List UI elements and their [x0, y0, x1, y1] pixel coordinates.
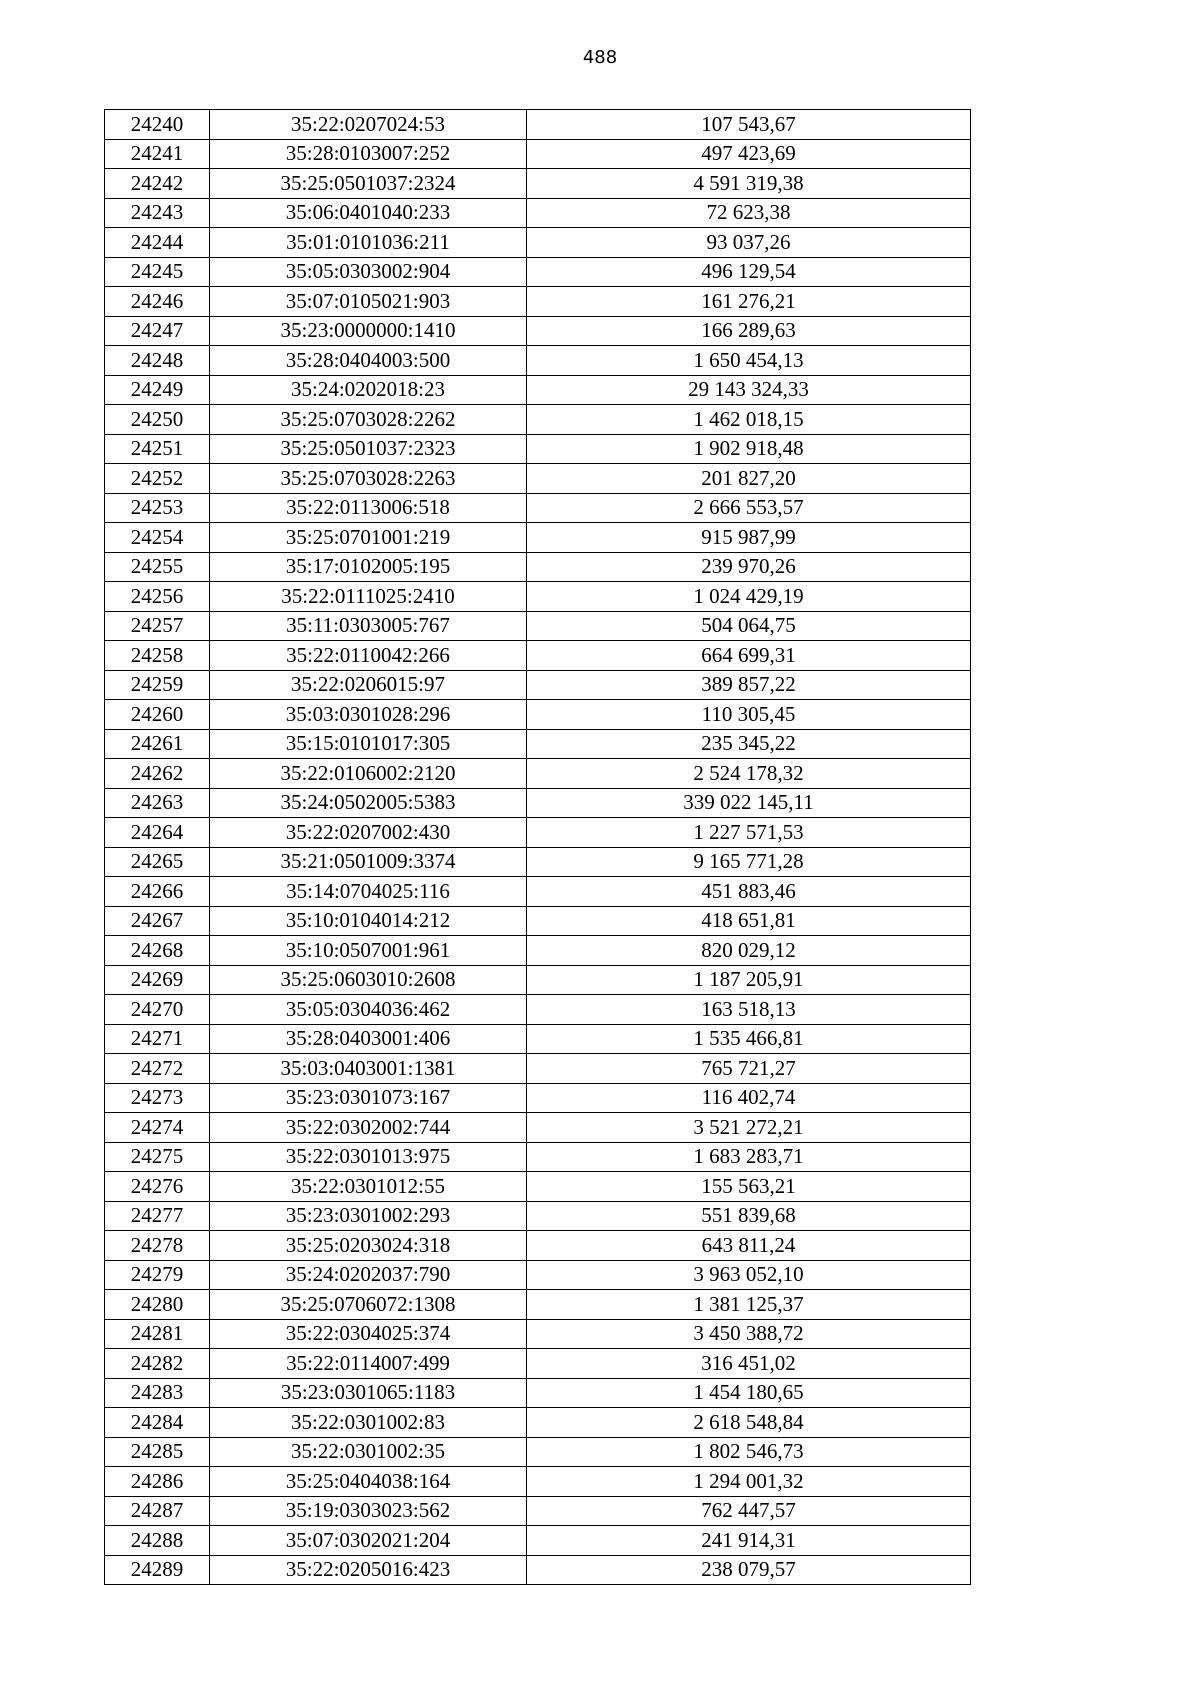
cadastral-value-cell: 1 381 125,37 [527, 1290, 971, 1320]
cadastral-value-cell: 116 402,74 [527, 1083, 971, 1113]
cadastral-value-cell: 1 187 205,91 [527, 965, 971, 995]
row-number-cell: 24263 [105, 788, 210, 818]
row-number-cell: 24286 [105, 1467, 210, 1497]
cadastral-number-cell: 35:25:0603010:2608 [210, 965, 527, 995]
cadastral-value-cell: 201 827,20 [527, 464, 971, 494]
table-row [105, 1408, 971, 1438]
page-number: 488 [582, 47, 618, 68]
table-row [105, 257, 971, 287]
cadastral-value-table [104, 109, 971, 1585]
cadastral-value-cell: 339 022 145,11 [527, 788, 971, 818]
row-number-cell: 24258 [105, 641, 210, 671]
table-row [105, 995, 971, 1025]
cadastral-number-cell: 35:22:0301013:975 [210, 1142, 527, 1172]
cadastral-number-cell: 35:25:0501037:2323 [210, 434, 527, 464]
cadastral-number-cell: 35:22:0207002:430 [210, 818, 527, 848]
row-number-cell: 24278 [105, 1231, 210, 1261]
row-number-cell: 24257 [105, 611, 210, 641]
row-number-cell: 24277 [105, 1201, 210, 1231]
table-row [105, 405, 971, 435]
row-number-cell: 24242 [105, 169, 210, 199]
cadastral-value-cell: 235 345,22 [527, 729, 971, 759]
table-row [105, 700, 971, 730]
cadastral-number-cell: 35:07:0302021:204 [210, 1526, 527, 1556]
row-number-cell: 24279 [105, 1260, 210, 1290]
cadastral-value-cell: 163 518,13 [527, 995, 971, 1025]
row-number-cell: 24280 [105, 1290, 210, 1320]
cadastral-value-cell: 9 165 771,28 [527, 847, 971, 877]
table-body [105, 110, 971, 1585]
cadastral-value-cell: 2 666 553,57 [527, 493, 971, 523]
cadastral-value-cell: 1 902 918,48 [527, 434, 971, 464]
row-number-cell: 24253 [105, 493, 210, 523]
cadastral-number-cell: 35:22:0207024:53 [210, 110, 527, 140]
cadastral-number-cell: 35:22:0301012:55 [210, 1172, 527, 1202]
cadastral-value-cell: 3 963 052,10 [527, 1260, 971, 1290]
table-row [105, 375, 971, 405]
cadastral-number-cell: 35:07:0105021:903 [210, 287, 527, 317]
cadastral-value-cell: 316 451,02 [527, 1349, 971, 1379]
cadastral-number-cell: 35:01:0101036:211 [210, 228, 527, 258]
cadastral-number-cell: 35:25:0404038:164 [210, 1467, 527, 1497]
table-row [105, 1201, 971, 1231]
row-number-cell: 24273 [105, 1083, 210, 1113]
row-number-cell: 24249 [105, 375, 210, 405]
table-row [105, 1172, 971, 1202]
cadastral-value-cell: 504 064,75 [527, 611, 971, 641]
cadastral-value-cell: 418 651,81 [527, 906, 971, 936]
row-number-cell: 24260 [105, 700, 210, 730]
cadastral-value-cell: 3 521 272,21 [527, 1113, 971, 1143]
table-row [105, 877, 971, 907]
row-number-cell: 24261 [105, 729, 210, 759]
row-number-cell: 24285 [105, 1437, 210, 1467]
cadastral-number-cell: 35:22:0110042:266 [210, 641, 527, 671]
table-row [105, 493, 971, 523]
row-number-cell: 24240 [105, 110, 210, 140]
row-number-cell: 24246 [105, 287, 210, 317]
row-number-cell: 24262 [105, 759, 210, 789]
cadastral-number-cell: 35:22:0114007:499 [210, 1349, 527, 1379]
cadastral-value-cell: 239 970,26 [527, 552, 971, 582]
cadastral-number-cell: 35:22:0106002:2120 [210, 759, 527, 789]
row-number-cell: 24275 [105, 1142, 210, 1172]
row-number-cell: 24247 [105, 316, 210, 346]
table-row [105, 1319, 971, 1349]
cadastral-number-cell: 35:24:0202037:790 [210, 1260, 527, 1290]
cadastral-number-cell: 35:23:0301065:1183 [210, 1378, 527, 1408]
cadastral-number-cell: 35:05:0303002:904 [210, 257, 527, 287]
table-row [105, 464, 971, 494]
cadastral-value-cell: 497 423,69 [527, 139, 971, 169]
cadastral-number-cell: 35:19:0303023:562 [210, 1496, 527, 1526]
cadastral-value-cell: 4 591 319,38 [527, 169, 971, 199]
cadastral-value-cell: 161 276,21 [527, 287, 971, 317]
row-number-cell: 24265 [105, 847, 210, 877]
table-row [105, 1526, 971, 1556]
cadastral-value-cell: 496 129,54 [527, 257, 971, 287]
cadastral-number-cell: 35:11:0303005:767 [210, 611, 527, 641]
cadastral-number-cell: 35:25:0701001:219 [210, 523, 527, 553]
cadastral-value-cell: 93 037,26 [527, 228, 971, 258]
row-number-cell: 24269 [105, 965, 210, 995]
cadastral-value-cell: 1 024 429,19 [527, 582, 971, 612]
row-number-cell: 24272 [105, 1054, 210, 1084]
row-number-cell: 24281 [105, 1319, 210, 1349]
table-row [105, 1083, 971, 1113]
row-number-cell: 24268 [105, 936, 210, 966]
table-row [105, 670, 971, 700]
cadastral-value-cell: 166 289,63 [527, 316, 971, 346]
cadastral-number-cell: 35:17:0102005:195 [210, 552, 527, 582]
row-number-cell: 24282 [105, 1349, 210, 1379]
row-number-cell: 24241 [105, 139, 210, 169]
cadastral-value-cell: 1 462 018,15 [527, 405, 971, 435]
cadastral-number-cell: 35:24:0502005:5383 [210, 788, 527, 818]
cadastral-value-cell: 241 914,31 [527, 1526, 971, 1556]
cadastral-number-cell: 35:03:0301028:296 [210, 700, 527, 730]
cadastral-value-cell: 1 454 180,65 [527, 1378, 971, 1408]
cadastral-number-cell: 35:25:0703028:2263 [210, 464, 527, 494]
cadastral-number-cell: 35:06:0401040:233 [210, 198, 527, 228]
row-number-cell: 24250 [105, 405, 210, 435]
cadastral-number-cell: 35:22:0111025:2410 [210, 582, 527, 612]
table-row [105, 1231, 971, 1261]
cadastral-number-cell: 35:03:0403001:1381 [210, 1054, 527, 1084]
row-number-cell: 24254 [105, 523, 210, 553]
row-number-cell: 24259 [105, 670, 210, 700]
table-row [105, 818, 971, 848]
cadastral-number-cell: 35:28:0403001:406 [210, 1024, 527, 1054]
table-row [105, 198, 971, 228]
cadastral-number-cell: 35:25:0501037:2324 [210, 169, 527, 199]
table-row [105, 759, 971, 789]
cadastral-number-cell: 35:21:0501009:3374 [210, 847, 527, 877]
row-number-cell: 24287 [105, 1496, 210, 1526]
cadastral-value-cell: 765 721,27 [527, 1054, 971, 1084]
table-row [105, 316, 971, 346]
row-number-cell: 24264 [105, 818, 210, 848]
cadastral-value-cell: 29 143 324,33 [527, 375, 971, 405]
cadastral-number-cell: 35:23:0301073:167 [210, 1083, 527, 1113]
table-row [105, 611, 971, 641]
table-row [105, 110, 971, 140]
cadastral-value-cell: 915 987,99 [527, 523, 971, 553]
table-row [105, 1024, 971, 1054]
row-number-cell: 24276 [105, 1172, 210, 1202]
row-number-cell: 24245 [105, 257, 210, 287]
cadastral-number-cell: 35:23:0301002:293 [210, 1201, 527, 1231]
cadastral-number-cell: 35:22:0302002:744 [210, 1113, 527, 1143]
table-row [105, 582, 971, 612]
cadastral-number-cell: 35:28:0404003:500 [210, 346, 527, 376]
cadastral-value-cell: 820 029,12 [527, 936, 971, 966]
cadastral-value-cell: 451 883,46 [527, 877, 971, 907]
cadastral-number-cell: 35:05:0304036:462 [210, 995, 527, 1025]
cadastral-number-cell: 35:15:0101017:305 [210, 729, 527, 759]
row-number-cell: 24255 [105, 552, 210, 582]
row-number-cell: 24266 [105, 877, 210, 907]
row-number-cell: 24270 [105, 995, 210, 1025]
cadastral-value-cell: 3 450 388,72 [527, 1319, 971, 1349]
table-row [105, 1378, 971, 1408]
cadastral-value-cell: 107 543,67 [527, 110, 971, 140]
cadastral-number-cell: 35:14:0704025:116 [210, 877, 527, 907]
cadastral-value-cell: 1 294 001,32 [527, 1467, 971, 1497]
table-row [105, 936, 971, 966]
row-number-cell: 24284 [105, 1408, 210, 1438]
row-number-cell: 24289 [105, 1555, 210, 1585]
table-row [105, 906, 971, 936]
table-row [105, 1496, 971, 1526]
table-row [105, 169, 971, 199]
table-row [105, 1437, 971, 1467]
table-row [105, 1349, 971, 1379]
table-row [105, 228, 971, 258]
table-row [105, 523, 971, 553]
cadastral-number-cell: 35:24:0202018:23 [210, 375, 527, 405]
table-row [105, 1054, 971, 1084]
row-number-cell: 24271 [105, 1024, 210, 1054]
cadastral-number-cell: 35:22:0304025:374 [210, 1319, 527, 1349]
cadastral-value-cell: 238 079,57 [527, 1555, 971, 1585]
table-row [105, 434, 971, 464]
cadastral-number-cell: 35:25:0706072:1308 [210, 1290, 527, 1320]
cadastral-value-cell: 1 802 546,73 [527, 1437, 971, 1467]
table-row [105, 729, 971, 759]
cadastral-value-cell: 1 650 454,13 [527, 346, 971, 376]
cadastral-value-cell: 664 699,31 [527, 641, 971, 671]
row-number-cell: 24288 [105, 1526, 210, 1556]
cadastral-number-cell: 35:22:0113006:518 [210, 493, 527, 523]
row-number-cell: 24244 [105, 228, 210, 258]
table-row [105, 139, 971, 169]
table-row [105, 641, 971, 671]
row-number-cell: 24248 [105, 346, 210, 376]
cadastral-number-cell: 35:28:0103007:252 [210, 139, 527, 169]
cadastral-value-cell: 1 535 466,81 [527, 1024, 971, 1054]
cadastral-value-cell: 110 305,45 [527, 700, 971, 730]
cadastral-number-cell: 35:22:0301002:35 [210, 1437, 527, 1467]
cadastral-value-cell: 155 563,21 [527, 1172, 971, 1202]
table-row [105, 346, 971, 376]
row-number-cell: 24252 [105, 464, 210, 494]
row-number-cell: 24251 [105, 434, 210, 464]
cadastral-number-cell: 35:10:0507001:961 [210, 936, 527, 966]
table-row [105, 1555, 971, 1585]
cadastral-number-cell: 35:22:0205016:423 [210, 1555, 527, 1585]
table-row [105, 1467, 971, 1497]
table-row [105, 965, 971, 995]
cadastral-number-cell: 35:22:0206015:97 [210, 670, 527, 700]
table-row [105, 788, 971, 818]
cadastral-number-cell: 35:23:0000000:1410 [210, 316, 527, 346]
cadastral-value-cell: 72 623,38 [527, 198, 971, 228]
cadastral-value-cell: 389 857,22 [527, 670, 971, 700]
cadastral-number-cell: 35:22:0301002:83 [210, 1408, 527, 1438]
cadastral-value-cell: 643 811,24 [527, 1231, 971, 1261]
table-row [105, 847, 971, 877]
cadastral-value-cell: 2 524 178,32 [527, 759, 971, 789]
row-number-cell: 24243 [105, 198, 210, 228]
cadastral-value-cell: 762 447,57 [527, 1496, 971, 1526]
table-row [105, 1113, 971, 1143]
row-number-cell: 24267 [105, 906, 210, 936]
table-row [105, 287, 971, 317]
cadastral-value-cell: 2 618 548,84 [527, 1408, 971, 1438]
row-number-cell: 24256 [105, 582, 210, 612]
cadastral-value-cell: 551 839,68 [527, 1201, 971, 1231]
cadastral-number-cell: 35:10:0104014:212 [210, 906, 527, 936]
cadastral-value-cell: 1 227 571,53 [527, 818, 971, 848]
cadastral-value-cell: 1 683 283,71 [527, 1142, 971, 1172]
table-row [105, 1260, 971, 1290]
cadastral-number-cell: 35:25:0203024:318 [210, 1231, 527, 1261]
table-row [105, 1290, 971, 1320]
table-row [105, 552, 971, 582]
row-number-cell: 24283 [105, 1378, 210, 1408]
cadastral-number-cell: 35:25:0703028:2262 [210, 405, 527, 435]
row-number-cell: 24274 [105, 1113, 210, 1143]
table-row [105, 1142, 971, 1172]
